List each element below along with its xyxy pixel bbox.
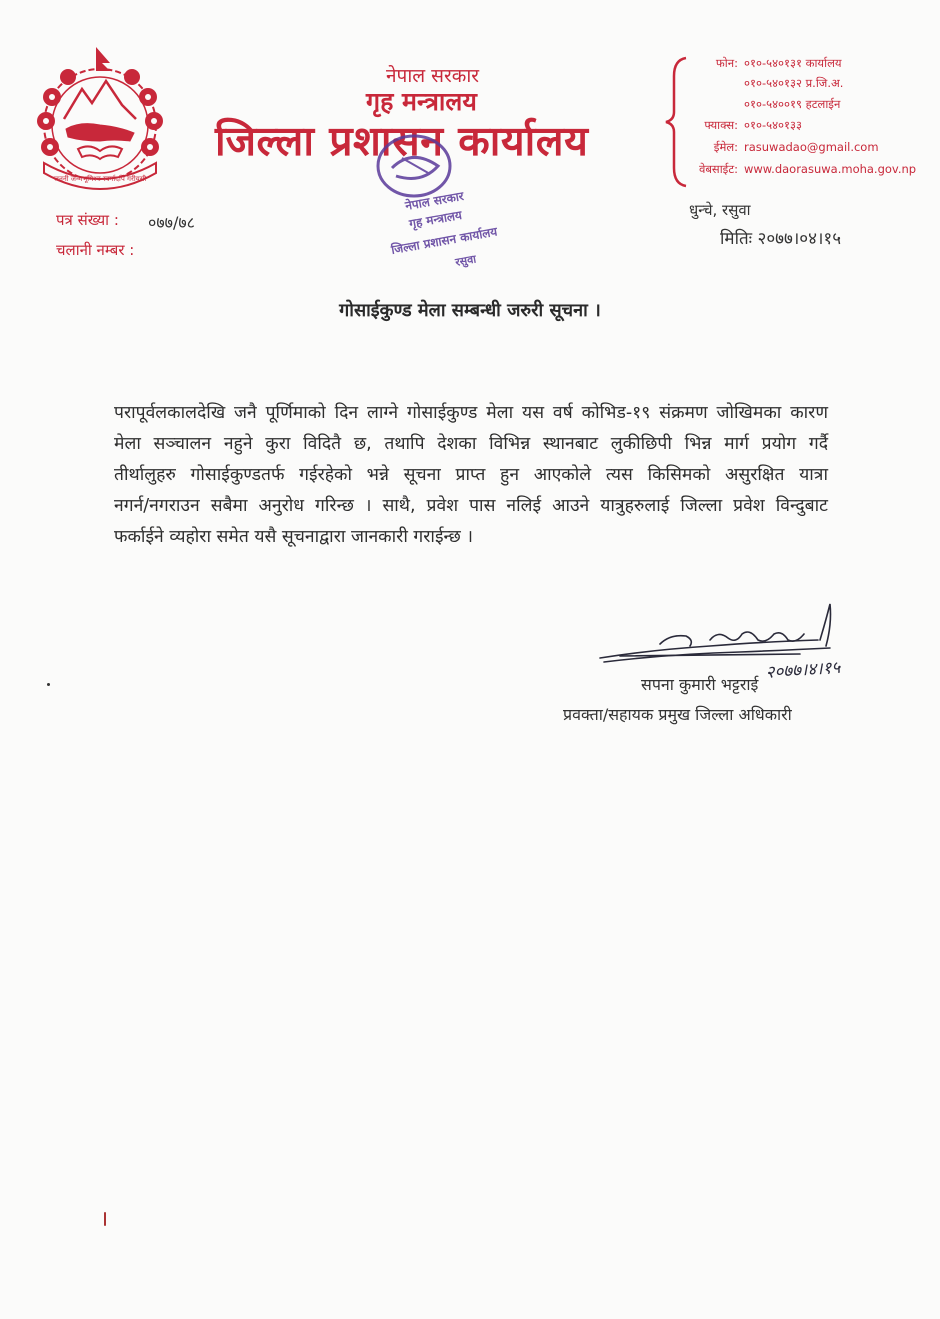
signer-name: सपना कुमारी भट्टराई bbox=[641, 675, 759, 694]
body-line: परापूर्वलकालदेखि जनै पूर्णिमाको दिन लाग्ने गोसाईकुण्ड मेला यस वर्ष कोभिड-१९ संक्रमण जोखिमका कारण bbox=[114, 403, 828, 423]
letter-date: मितिः २०७७।०४।१५ bbox=[720, 229, 842, 249]
stamp-line-4: रसुवा bbox=[454, 252, 478, 269]
signer-title: प्रवक्ता/सहायक प्रमुख जिल्ला अधिकारी bbox=[563, 705, 792, 724]
office-stamp bbox=[352, 128, 542, 278]
stray-mark bbox=[104, 1212, 106, 1226]
letter-number-value: ०७७/७८ bbox=[148, 213, 195, 232]
body-line: फर्काईने व्यहोरा समेत यसै सूचनाद्वारा जानकारी गराईन्छ । bbox=[114, 527, 474, 547]
signature-date: २०७७।४।१५ bbox=[764, 657, 841, 683]
notice-body bbox=[114, 398, 828, 553]
contact-website-link[interactable]: www.daorasuwa.moha.gov.np bbox=[744, 162, 917, 176]
stamp-line-1: नेपाल सरकार bbox=[404, 188, 465, 213]
nepal-emblem-icon bbox=[30, 45, 170, 195]
notice-subject: गोसाईकुण्ड मेला सम्बन्धी जरुरी सूचना । bbox=[339, 300, 601, 321]
stray-mark bbox=[47, 683, 50, 686]
contact-label: वेबसाईट: bbox=[698, 162, 738, 176]
stamp-line-2: गृह मन्त्रालय bbox=[408, 207, 463, 231]
contact-label: फोन: bbox=[715, 56, 738, 70]
contact-email-link[interactable]: rasuwadao@gmail.com bbox=[744, 140, 879, 154]
contact-label: फ्याक्स: bbox=[704, 118, 738, 132]
contact-value: ०१०-५४०१३१ कार्यालय bbox=[744, 56, 842, 70]
government-name: नेपाल सरकार bbox=[386, 65, 480, 87]
contact-value: ०१०-५४००१९ हटलाईन bbox=[744, 97, 841, 111]
contact-value: ०१०-५४०१३२ प्र.जि.अ. bbox=[744, 76, 844, 90]
place-name: धुन्चे, रसुवा bbox=[689, 201, 751, 219]
svg-text:जननी जन्मभूमिश्च स्वर्गादपि गर: जननी जन्मभूमिश्च स्वर्गादपि गरीयसी bbox=[53, 175, 147, 183]
dispatch-number-label: चलानी नम्बर : bbox=[56, 241, 135, 259]
office-name: जिल्ला प्रशासन कार्यालय bbox=[215, 117, 589, 165]
letter-number-label: पत्र संख्या : bbox=[56, 211, 119, 229]
contact-label: ईमेल: bbox=[713, 140, 738, 154]
body-line: नगर्न/नगराउन सबैमा अनुरोध गरिन्छ । साथै, प्रवेश पास नलिई आउने यात्रुहरुलाई जिल्ला प्रवेश विन्दुबाट bbox=[114, 496, 828, 516]
body-line: मेला सञ्चालन नहुने कुरा विदितै छ, तथापि देशका विभिन्न स्थानबाट लुकीछिपी भिन्न मार्ग प्रयोग गर्दै bbox=[114, 434, 828, 454]
stamp-line-3: जिल्ला प्रशासन कार्यालय bbox=[390, 224, 499, 257]
body-line: तीर्थालुहरु गोसाईकुण्डतर्फ गईरहेको भन्ने सूचना प्राप्त हुन आएकोले त्यस किसिमको असुरक्षित यात्रा bbox=[114, 465, 828, 485]
ministry-name: गृह मन्त्रालय bbox=[366, 87, 477, 116]
contact-value: ०१०-५४०१३३ bbox=[744, 118, 802, 132]
